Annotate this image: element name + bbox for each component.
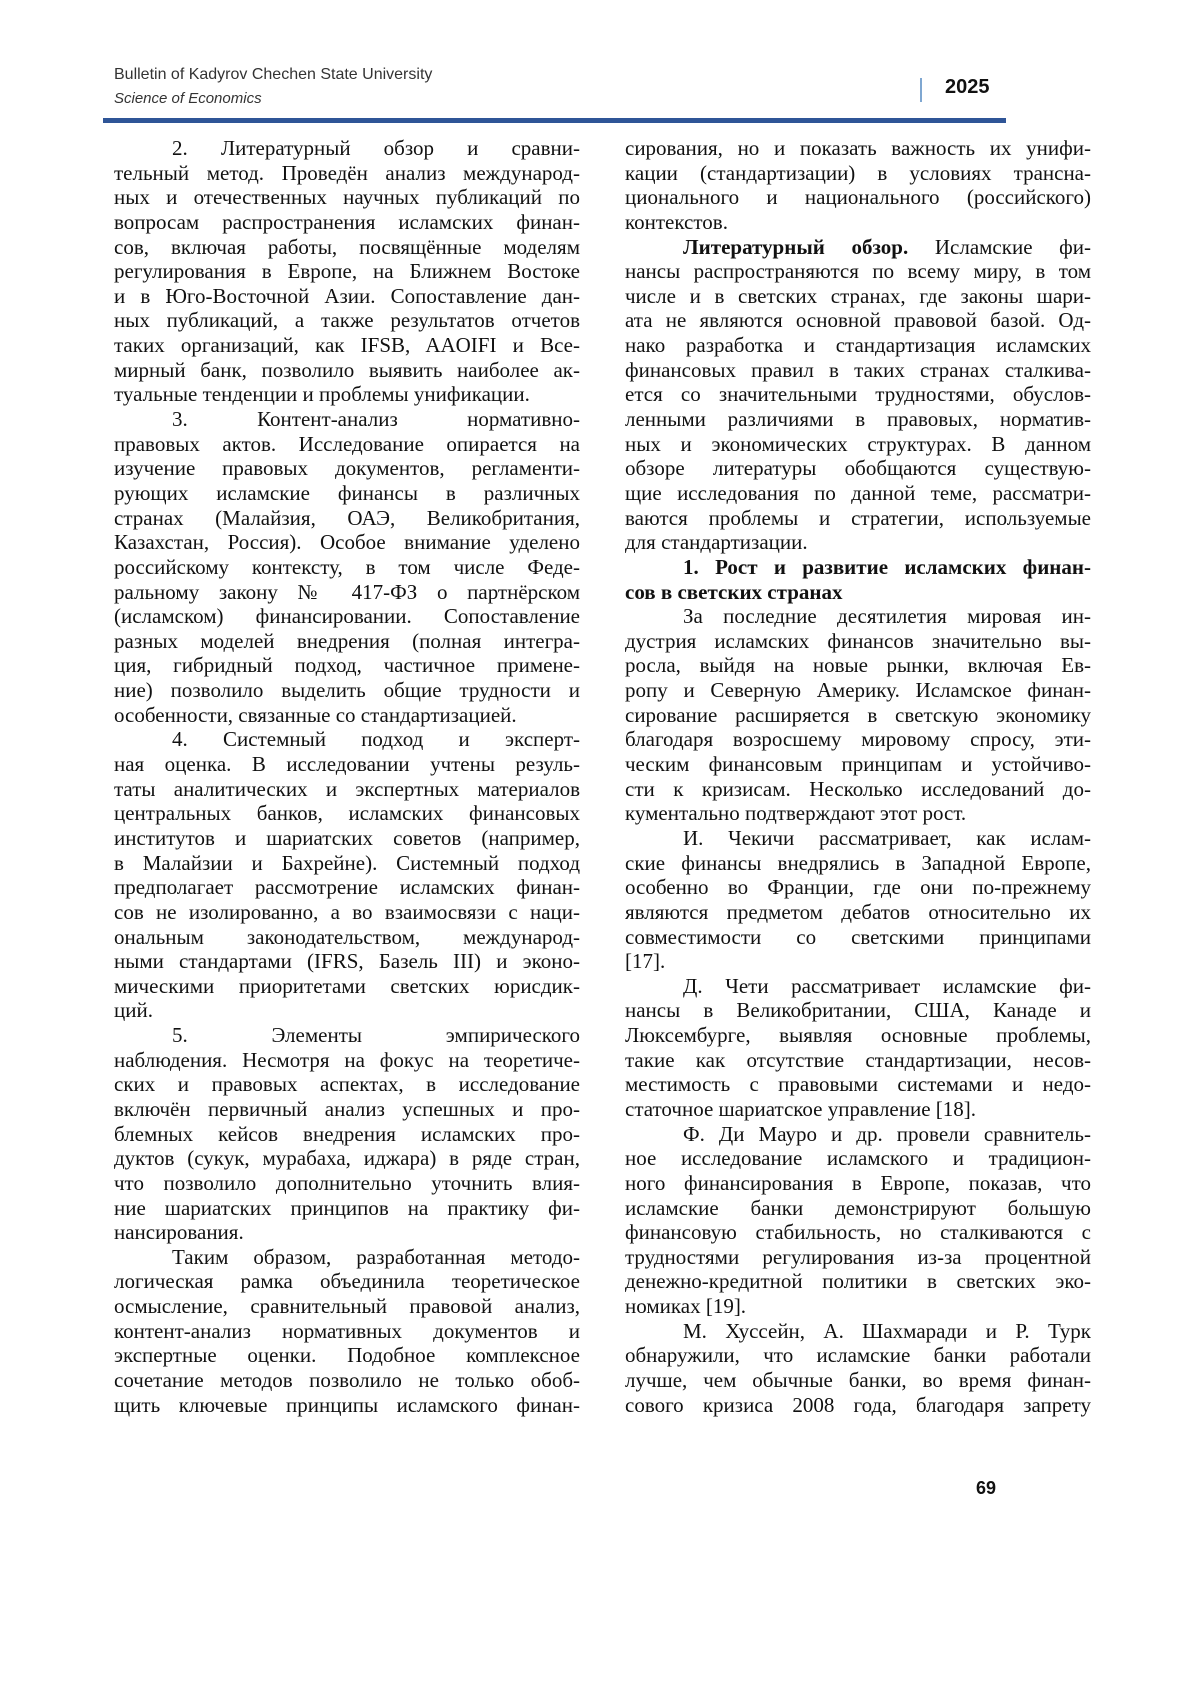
- line-text: (исламском) финансировании. Сопоставление: [114, 604, 580, 628]
- line-text: таких организаций, как IFSB, AAOIFI и Все-: [114, 333, 580, 357]
- text-line: [114, 851, 580, 876]
- line-text: такие как отсутствие стандартизации, несов-: [625, 1048, 1091, 1072]
- line-text: сочетание методов позволило не только обоб-: [114, 1368, 580, 1392]
- text-line: [114, 727, 580, 752]
- line-text: что позволило дополнительно уточнить влия-: [114, 1171, 580, 1195]
- line-text: для стандартизации.: [625, 530, 808, 554]
- line-text: Таким образом, разработанная методо-: [172, 1245, 580, 1269]
- text-line: [625, 777, 1091, 802]
- line-text: особенности, связанные со стандартизацией.: [114, 703, 517, 727]
- line-text: наблюдения. Несмотря на фокус на теоретиче-: [114, 1048, 580, 1072]
- line-text: российскому контексту, в том числе Феде-: [114, 555, 580, 579]
- text-line: [114, 752, 580, 777]
- line-text: нако разработка и стандартизация исламских: [625, 333, 1091, 357]
- text-line: [625, 1048, 1091, 1073]
- line-text: институтов и шариатских советов (например,: [114, 826, 580, 850]
- text-line: [114, 1072, 580, 1097]
- text-line: [114, 555, 580, 580]
- line-text: Исламские фи-: [908, 235, 1091, 259]
- line-text: ческим финансовым принципам и устойчиво-: [625, 752, 1091, 776]
- line-text: нансирования.: [114, 1220, 244, 1244]
- text-line: [625, 851, 1091, 876]
- line-text: вопросам распространения исламских финан-: [114, 210, 580, 234]
- text-line: [625, 358, 1091, 383]
- line-text: обзоре литературы обобщаются существую-: [625, 456, 1091, 480]
- line-text: щие исследования по данной теме, рассматри-: [625, 481, 1091, 505]
- line-text: Ф. Ди Мауро и др. провели сравнитель-: [683, 1122, 1091, 1146]
- text-line: [114, 777, 580, 802]
- text-line: [625, 580, 1091, 605]
- text-line: [625, 1245, 1091, 1270]
- left-column: [114, 136, 580, 1417]
- text-line: [625, 161, 1091, 186]
- text-line: [114, 530, 580, 555]
- text-line: [114, 604, 580, 629]
- line-text: кации (стандартизации) в условиях трансна-: [625, 161, 1091, 185]
- line-text: ских и правовых аспектах, в исследование: [114, 1072, 580, 1096]
- text-line: [114, 481, 580, 506]
- text-line: [114, 235, 580, 260]
- text-line: [114, 1368, 580, 1393]
- text-line: [114, 432, 580, 457]
- line-text: регулирования в Европе, на Ближнем Востоке: [114, 259, 580, 283]
- text-line: [114, 1097, 580, 1122]
- line-text: ция, гибридный подход, частичное примене-: [114, 653, 580, 677]
- line-text: контент-анализ нормативных документов и: [114, 1319, 580, 1343]
- text-line: [114, 333, 580, 358]
- header-divider: [920, 78, 922, 102]
- text-line: [625, 974, 1091, 999]
- line-text: Казахстан, Россия). Особое внимание уделено: [114, 530, 580, 554]
- text-line: [625, 703, 1091, 728]
- text-line: [114, 826, 580, 851]
- text-line: [625, 1023, 1091, 1048]
- text-line: [625, 481, 1091, 506]
- line-text: ного финансирования в Европе, показав, что: [625, 1171, 1091, 1195]
- text-line: [625, 801, 1091, 826]
- line-text: ональным законодательством, международ-: [114, 925, 580, 949]
- text-line: [114, 506, 580, 531]
- line-text: номиках [19].: [625, 1294, 746, 1318]
- text-line: [625, 235, 1091, 260]
- line-text: предполагает рассмотрение исламских финан-: [114, 875, 580, 899]
- line-text: 4. Системный подход и эксперт-: [172, 727, 580, 751]
- text-line: [114, 974, 580, 999]
- page-number: 69: [976, 1478, 996, 1499]
- line-text: ных и отечественных научных публикаций по: [114, 185, 580, 209]
- text-line: [625, 1269, 1091, 1294]
- line-text: блемных кейсов внедрения исламских про-: [114, 1122, 580, 1146]
- line-text: дустрия исламских финансов значительно вы-: [625, 629, 1091, 653]
- line-text: Д. Чети рассматривает исламские фи-: [683, 974, 1091, 998]
- text-line: [114, 678, 580, 703]
- line-text: изучение правовых документов, регламенти-: [114, 456, 580, 480]
- text-line: [625, 826, 1091, 851]
- line-text: Люксембурге, выявляя основные проблемы,: [625, 1023, 1091, 1047]
- text-line: [114, 703, 580, 728]
- text-line: [114, 1048, 580, 1073]
- line-text: особенно во Франции, где они по-прежнему: [625, 875, 1091, 899]
- bold-text: Литературный обзор.: [683, 235, 908, 259]
- text-line: [625, 432, 1091, 457]
- line-text: И. Чекичи рассматривает, как ислам-: [683, 826, 1091, 850]
- line-text: щить ключевые принципы исламского финан-: [114, 1393, 580, 1417]
- text-line: [114, 308, 580, 333]
- line-text: сов не изолированно, а во взаимосвязи с наци-: [114, 900, 580, 924]
- text-line: [625, 308, 1091, 333]
- document-page: [0, 0, 1200, 1697]
- text-line: [625, 407, 1091, 432]
- line-text: разных моделей внедрения (полная интегра-: [114, 629, 580, 653]
- text-line: [625, 752, 1091, 777]
- line-text: статочное шариатское управление [18].: [625, 1097, 976, 1121]
- line-text: ется со значительными трудностями, обуслов-: [625, 382, 1091, 406]
- line-text: сирования, но и показать важность их унифи-: [625, 136, 1091, 160]
- line-text: М. Хуссейн, А. Шахмаради и Р. Турк: [683, 1319, 1091, 1343]
- line-text: тельный метод. Проведён анализ международ-: [114, 161, 580, 185]
- line-text: и в Юго-Восточной Азии. Сопоставление дан-: [114, 284, 580, 308]
- line-text: являются предметом дебатов относительно их: [625, 900, 1091, 924]
- text-line: [625, 530, 1091, 555]
- line-text: ние) позволило выделить общие трудности и: [114, 678, 580, 702]
- line-text: ных публикаций, а также результатов отчетов: [114, 308, 580, 332]
- text-line: [114, 998, 580, 1023]
- text-line: [114, 1319, 580, 1344]
- line-text: странах (Малайзия, ОАЭ, Великобритания,: [114, 506, 580, 530]
- text-line: [625, 210, 1091, 235]
- text-line: [114, 1196, 580, 1221]
- text-line: [625, 900, 1091, 925]
- line-text: ное исследование исламского и традицион-: [625, 1146, 1091, 1170]
- text-line: [114, 629, 580, 654]
- line-text: финансовую стабильность, но сталкиваются с: [625, 1220, 1091, 1244]
- line-text: центральных банков, исламских финансовых: [114, 801, 580, 825]
- line-text: ных и экономических структурах. В данном: [625, 432, 1091, 456]
- line-text: мирный банк, позволило выявить наиболее ак-: [114, 358, 580, 382]
- line-text: осмысление, сравнительный правовой анализ,: [114, 1294, 580, 1318]
- journal-title: Bulletin of Kadyrov Chechen State University: [114, 66, 432, 84]
- text-line: [625, 1122, 1091, 1147]
- line-text: ропу и Северную Америку. Исламское финан-: [625, 678, 1091, 702]
- text-line: [114, 801, 580, 826]
- line-text: сового кризиса 2008 года, благодаря запрету: [625, 1393, 1091, 1417]
- line-text: мическими приоритетами светских юрисдик-: [114, 974, 580, 998]
- line-text: За последние десятилетия мировая ин-: [683, 604, 1091, 628]
- line-text: трудностями регулирования из-за процентной: [625, 1245, 1091, 1269]
- text-line: [625, 259, 1091, 284]
- text-line: [625, 555, 1091, 580]
- line-text: рующих исламские финансы в различных: [114, 481, 580, 505]
- text-line: [625, 136, 1091, 161]
- line-text: ная оценка. В исследовании учтены резуль-: [114, 752, 580, 776]
- text-line: [625, 1196, 1091, 1221]
- text-line: [114, 210, 580, 235]
- line-text: контекстов.: [625, 210, 728, 234]
- line-text: ральному закону № 417-ФЗ о партнёрском: [114, 580, 580, 604]
- text-line: [625, 875, 1091, 900]
- line-text: ата не являются основной правовой базой. Од-: [625, 308, 1091, 332]
- line-text: сов, включая работы, посвящённые моделям: [114, 235, 580, 259]
- line-text: сирование расширяется в светскую экономику: [625, 703, 1091, 727]
- text-line: [114, 653, 580, 678]
- bold-text: 1. Рост и развитие исламских финан-: [683, 555, 1091, 579]
- line-text: таты аналитических и экспертных материалов: [114, 777, 580, 801]
- text-line: [114, 949, 580, 974]
- text-line: [114, 259, 580, 284]
- text-line: [625, 678, 1091, 703]
- text-line: [625, 1393, 1091, 1418]
- text-line: [625, 456, 1091, 481]
- text-line: [625, 1146, 1091, 1171]
- text-line: [114, 1269, 580, 1294]
- line-text: [17].: [625, 949, 665, 973]
- text-line: [114, 358, 580, 383]
- text-line: [625, 653, 1091, 678]
- text-line: [625, 284, 1091, 309]
- text-line: [114, 580, 580, 605]
- line-text: правовых актов. Исследование опирается на: [114, 432, 580, 456]
- line-text: кументально подтверждают этот рост.: [625, 801, 966, 825]
- text-line: [625, 185, 1091, 210]
- line-text: дуктов (сукук, мурабаха, иджара) в ряде стран,: [114, 1146, 580, 1170]
- line-text: ние шариатских принципов на практику фи-: [114, 1196, 580, 1220]
- line-text: денежно-кредитной политики в светских эко-: [625, 1269, 1091, 1293]
- text-line: [114, 900, 580, 925]
- text-line: [625, 629, 1091, 654]
- text-line: [114, 925, 580, 950]
- line-text: 5. Элементы эмпирического: [172, 1023, 580, 1047]
- line-text: обнаружили, что исламские банки работали: [625, 1343, 1091, 1367]
- text-line: [114, 136, 580, 161]
- line-text: местимость с правовыми системами и недо-: [625, 1072, 1091, 1096]
- bold-text: сов в светских странах: [625, 580, 842, 604]
- text-line: [625, 1220, 1091, 1245]
- text-line: [625, 925, 1091, 950]
- line-text: ционального и национального (российского): [625, 185, 1091, 209]
- text-line: [114, 1171, 580, 1196]
- text-line: [114, 407, 580, 432]
- text-line: [114, 382, 580, 407]
- text-line: [114, 1220, 580, 1245]
- text-line: [114, 1146, 580, 1171]
- line-text: логическая рамка объединила теоретическое: [114, 1269, 580, 1293]
- line-text: нансы распространяются по всему миру, в том: [625, 259, 1091, 283]
- text-line: [625, 1097, 1091, 1122]
- text-line: [625, 1171, 1091, 1196]
- line-text: ленными различиями в правовых, норматив-: [625, 407, 1091, 431]
- text-line: [114, 456, 580, 481]
- line-text: туальные тенденции и проблемы унификации.: [114, 382, 530, 406]
- text-line: [625, 506, 1091, 531]
- line-text: росла, выйдя на новые рынки, включая Ев-: [625, 653, 1091, 677]
- line-text: ций.: [114, 998, 153, 1022]
- line-text: 3. Контент-анализ нормативно-: [172, 407, 580, 431]
- header-rule: [103, 118, 1006, 123]
- text-line: [625, 1294, 1091, 1319]
- line-text: исламские банки демонстрируют большую: [625, 1196, 1091, 1220]
- line-text: числе и в светских странах, где законы шари-: [625, 284, 1091, 308]
- text-line: [114, 1343, 580, 1368]
- text-line: [625, 1319, 1091, 1344]
- text-line: [625, 333, 1091, 358]
- line-text: экспертные оценки. Подобное комплексное: [114, 1343, 580, 1367]
- line-text: ными стандартами (IFRS, Базель III) и эконо-: [114, 949, 580, 973]
- line-text: ские финансы внедрялись в Западной Европе,: [625, 851, 1091, 875]
- text-line: [114, 185, 580, 210]
- text-line: [625, 727, 1091, 752]
- text-line: [114, 875, 580, 900]
- line-text: 2. Литературный обзор и сравни-: [172, 136, 580, 160]
- text-line: [625, 1368, 1091, 1393]
- text-line: [625, 949, 1091, 974]
- line-text: совместимости со светскими принципами: [625, 925, 1091, 949]
- text-line: [114, 161, 580, 186]
- text-line: [625, 1343, 1091, 1368]
- text-line: [114, 1393, 580, 1418]
- text-line: [114, 1122, 580, 1147]
- issue-year: 2025: [945, 76, 990, 99]
- right-column: [625, 136, 1091, 1417]
- line-text: включён первичный анализ успешных и про-: [114, 1097, 580, 1121]
- line-text: благодаря возросшему мировому спросу, эти-: [625, 727, 1091, 751]
- line-text: нансы в Великобритании, США, Канаде и: [625, 998, 1091, 1022]
- line-text: лучше, чем обычные банки, во время финан-: [625, 1368, 1091, 1392]
- text-line: [114, 1294, 580, 1319]
- text-line: [625, 604, 1091, 629]
- text-line: [625, 382, 1091, 407]
- text-line: [114, 1245, 580, 1270]
- text-line: [114, 284, 580, 309]
- text-line: [625, 1072, 1091, 1097]
- text-line: [625, 998, 1091, 1023]
- line-text: в Малайзии и Бахрейне). Системный подход: [114, 851, 580, 875]
- line-text: финансовых правил в таких странах сталкива-: [625, 358, 1091, 382]
- line-text: ваются проблемы и стратегии, используемые: [625, 506, 1091, 530]
- line-text: сти к кризисам. Несколько исследований до-: [625, 777, 1091, 801]
- journal-section: Science of Economics: [114, 90, 262, 107]
- text-line: [114, 1023, 580, 1048]
